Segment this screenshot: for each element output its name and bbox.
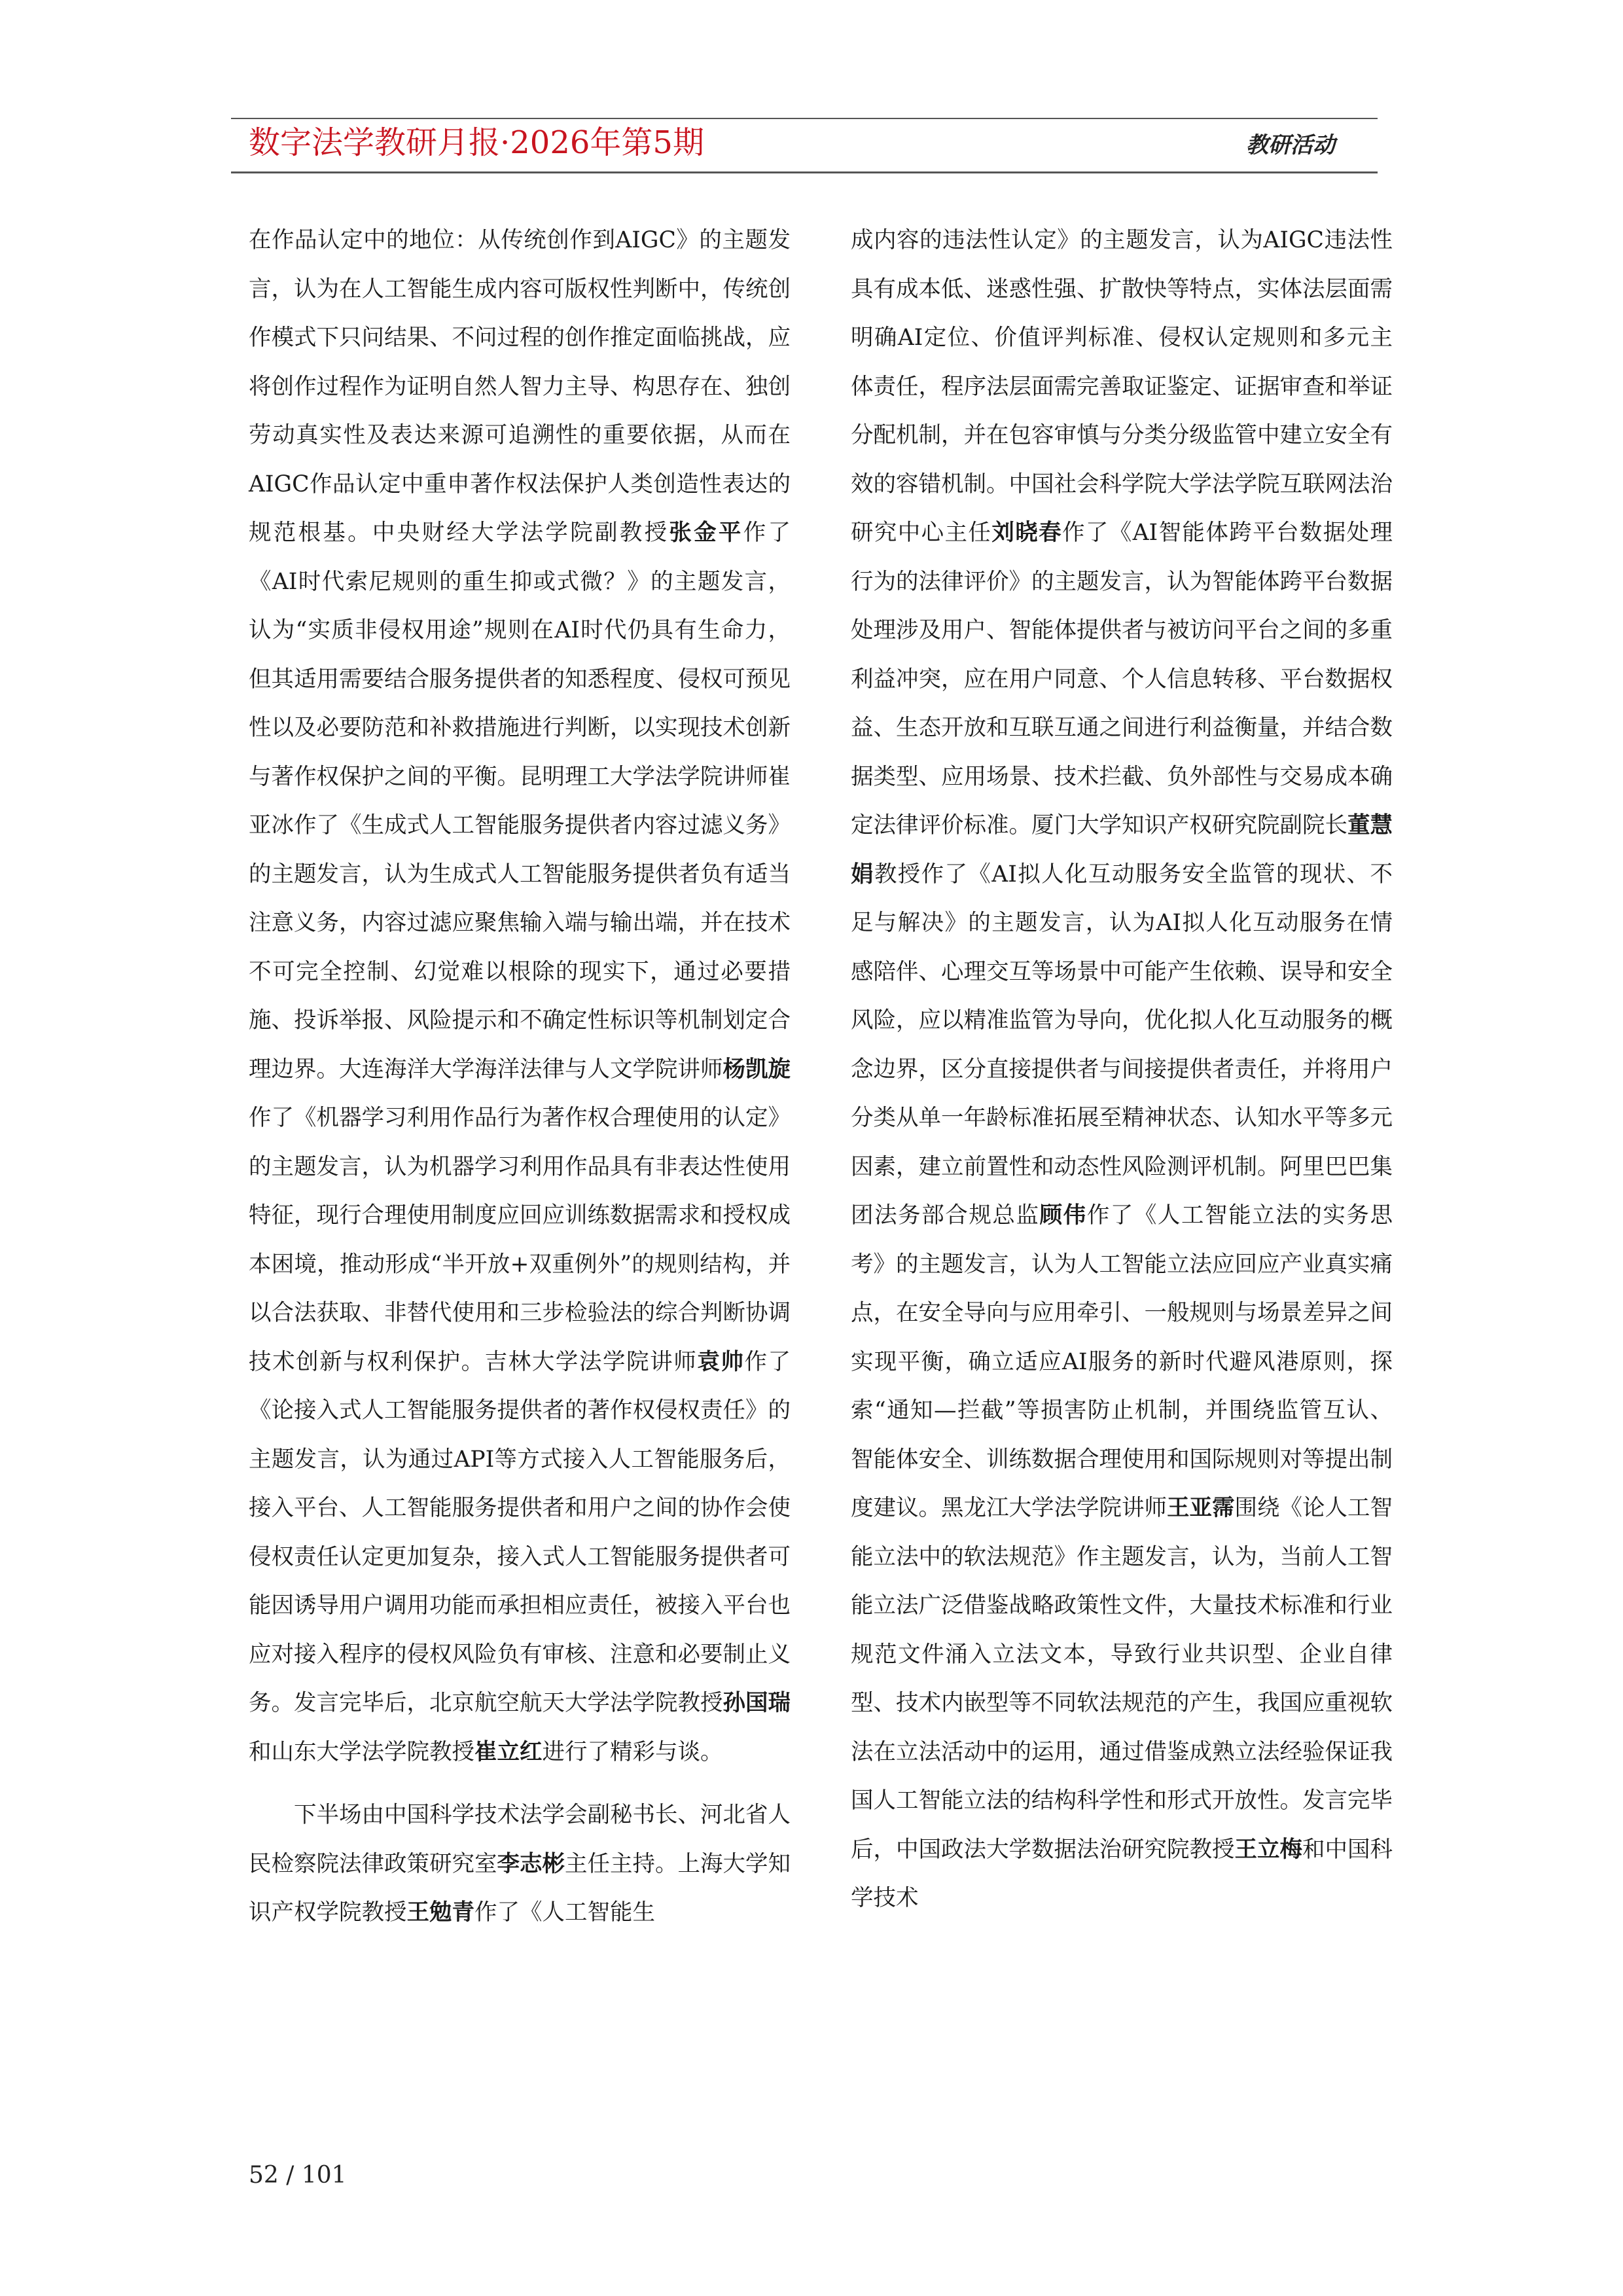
text-run: 作了《论接入式人工智能服务提供者的著作权侵权责任》的主题发言，认为通过API等方式接入人工智能服务后，接入平台、人工智能服务提供者和用户之间的协作会使侵权责任认定更加复杂，接入式人工智能服务提供者可能因诱导用户调用功能而承担相应责任，被接入平台也应对接入程序的侵权风险负有审核、注意和必要制止义务。发言完毕后，北京航空航天大学法学院教授: [249, 1348, 791, 1716]
person-name: 顾伟: [1039, 1202, 1087, 1229]
person-name: 王亚霈: [1167, 1495, 1235, 1521]
text-run: 作了《人工智能立法的实务思考》的主题发言，认为人工智能立法应回应产业真实痛点，在安全导向与应用牵引、一般规则与场景差异之间实现平衡，确立适应AI服务的新时代避风港原则，探索“通知—拦截”等损害防止机制，并围绕监管互认、智能体安全、训练数据合理使用和国际规则对等提出制度建议。黑龙江大学法学院讲师: [851, 1202, 1393, 1521]
text-run: 作了《AI智能体跨平台数据处理行为的法律评价》的主题发言，认为智能体跨平台数据处理涉及用户、智能体提供者与被访问平台之间的多重利益冲突，应在用户同意、个人信息转移、平台数据权益、生态开放和互联互通之间进行利益衡量，并结合数据类型、应用场景、技术拦截、负外部性与交易成本确定法律评价标准。厦门大学知识产权研究院副院长: [851, 520, 1393, 838]
text-run: 和中国科学技术: [851, 1836, 1393, 1911]
person-name: 孙国瑞: [722, 1690, 791, 1716]
text-run: 和山东大学法学院教授: [249, 1738, 474, 1765]
page-number: 52 / 101: [249, 2162, 347, 2189]
text-run: 作了《机器学习利用作品行为著作权合理使用的认定》的主题发言，认为机器学习利用作品具有非表达性使用特征，现行合理使用制度应回应训练数据需求和授权成本困境，推动形成“半开放+双重例外”的规则结构，并以合法获取、非替代使用和三步检验法的综合判断协调技术创新与权利保护。吉林大学法学院讲师: [249, 1105, 791, 1375]
text-run: 下半场由中国科学技术法学会副秘书长、河北省人民检察院法律政策研究室: [249, 1802, 791, 1877]
text-run: 主任主持。上海大学知识产权学院教授: [249, 1850, 791, 1926]
header-rule-bottom: [231, 171, 1378, 173]
person-name: 袁帅: [697, 1348, 745, 1375]
text-run: 成内容的违法性认定》的主题发言，认为AIGC违法性具有成本低、迷惑性强、扩散快等特点，实体法层面需明确AI定位、价值评判标准、侵权认定规则和多元主体责任，程序法层面需完善取证鉴定、证据审查和举证分配机制，并在包容审慎与分类分级监管中建立安全有效的容错机制。中国社会科学院大学法学院互联网法治研究中心主任: [851, 227, 1393, 546]
section-label: 教研活动: [1246, 132, 1335, 158]
person-name: 王勉青: [406, 1899, 474, 1926]
person-name: 刘晓春: [991, 520, 1062, 546]
text-run: 进行了精彩与谈。: [542, 1738, 723, 1765]
person-name: 王立梅: [1234, 1836, 1302, 1863]
person-name: 崔立红: [474, 1738, 543, 1765]
text-run: 围绕《论人工智能立法中的软法规范》作主题发言，认为，当前人工智能立法广泛借鉴战略政策性文件，大量技术标准和行业规范文件涌入立法文本，导致行业共识型、企业自律型、技术内嵌型等不同软法规范的产生，我国应重视软法在立法活动中的运用，通过借鉴成熟立法经验保证我国人工智能立法的结构科学性和形式开放性。发言完毕后，中国政法大学数据法治研究院教授: [851, 1495, 1393, 1863]
paragraph: [851, 216, 1393, 1923]
right-column: [851, 216, 1393, 1923]
text-run: 作了《AI时代索尼规则的重生抑或式微？》的主题发言，认为“实质非侵权用途”规则在AI时代仍具有生命力，但其适用需要结合服务提供者的知悉程度、侵权可预见性以及必要防范和补救措施进行判断，以实现技术创新与著作权保护之间的平衡。昆明理工大学法学院讲师崔亚冰作了《生成式人工智能服务提供者内容过滤义务》的主题发言，认为生成式人工智能服务提供者负有适当注意义务，内容过滤应聚焦输入端与输出端，并在技术不可完全控制、幻觉难以根除的现实下，通过必要措施、投诉举报、风险提示和不确定性标识等机制划定合理边界。大连海洋大学海洋法律与人文学院讲师: [249, 520, 791, 1083]
person-name: 张金平: [669, 520, 743, 546]
person-name: 董慧娟: [851, 812, 1393, 888]
journal-title: 数字法学教研月报·2026年第5期: [249, 124, 704, 161]
text-run: 作了《人工智能生: [474, 1899, 655, 1926]
header-rule-top: [231, 118, 1378, 119]
text-run: 在作品认定中的地位：从传统创作到AIGC》的主题发言，认为在人工智能生成内容可版权性判断中，传统创作模式下只问结果、不问过程的创作推定面临挑战，应将创作过程作为证明自然人智力主导、构思存在、独创劳动真实性及表达来源可追溯性的重要依据，从而在AIGC作品认定中重申著作权法保护人类创造性表达的规范根基。中央财经大学法学院副教授: [249, 227, 791, 546]
left-column: [249, 216, 791, 1937]
text-run: 教授作了《AI拟人化互动服务安全监管的现状、不足与解决》的主题发言，认为AI拟人化互动服务在情感陪伴、心理交互等场景中可能产生依赖、误导和安全风险，应以精准监管为导向，优化拟人化互动服务的概念边界，区分直接提供者与间接提供者责任，并将用户分类从单一年龄标准拓展至精神状态、认知水平等多元因素，建立前置性和动态性风险测评机制。阿里巴巴集团法务部合规总监: [851, 861, 1393, 1229]
person-name: 李志彬: [497, 1850, 565, 1877]
paragraph: [249, 1791, 791, 1937]
person-name: 杨凯旋: [722, 1056, 791, 1083]
paragraph: [249, 216, 791, 1776]
